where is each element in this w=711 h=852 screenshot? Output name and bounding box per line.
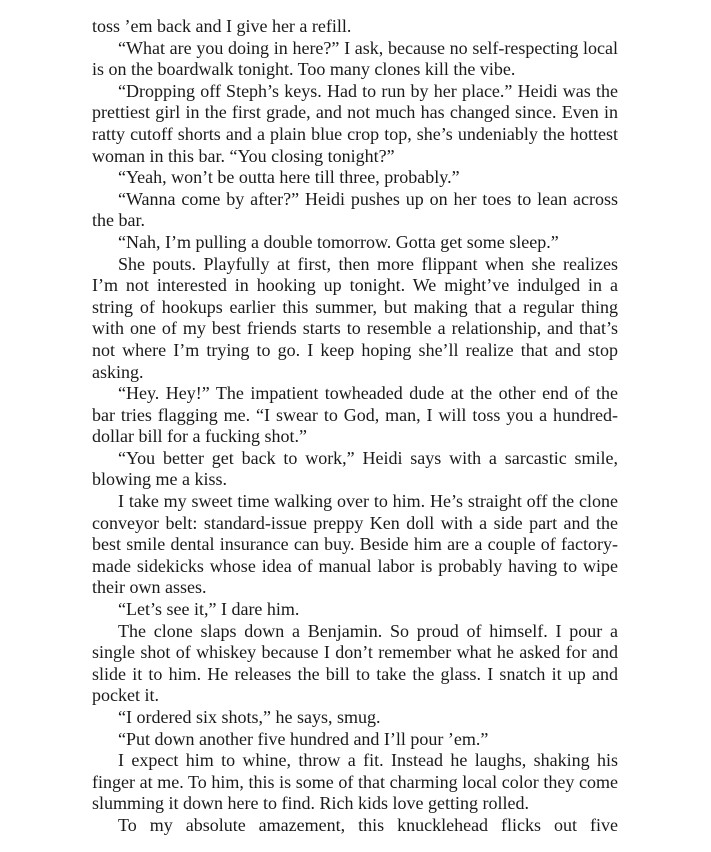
paragraph-dialogue: “Let’s see it,” I dare him. [118,599,300,620]
paragraph-dialogue: “Nah, I’m pulling a double tomorrow. Gotta get some sleep.” [118,231,559,252]
paragraph-narration: She pouts. Playfully at first, then more flippant when she realizes I’m not interested in hooking up tonight. We might’ve indulged in a string of hookups earlier this summer, but making that a regular thing with one of my best friends starts to resemble a relationship, and that’s not where I’m trying to go. I keep hoping she’ll realize that and stop asking. [92,253,618,382]
paragraph-narration: I take my sweet time walking over to him. He’s straight off the clone conveyor belt: standard-issue preppy Ken doll with a side part and the best smile dental insurance can buy. Beside him are a couple of factory-made sidekicks whose idea of manual labor is probably having to wipe their own asses. [92,491,618,598]
paragraph-dialogue: “Hey. Hey!” The impatient towheaded dude at the other end of the bar tries flagging me. “I swear to God, man, I will toss you a hundred-dollar bill for a fucking shot.” [92,383,618,447]
paragraph-narration: I expect him to whine, throw a fit. Instead he laughs, shaking his finger at me. To him, this is some of that charming local color they come slumming it down here to find. Rich kids love getting rolled. [92,750,618,814]
paragraph-narration: The clone slaps down a Benjamin. So proud of himself. I pour a single shot of whiskey because I don’t remember what he asked for and slide it to him. He releases the bill to take the glass. I snatch it up and pocket it. [92,620,618,706]
paragraph-dialogue: “Yeah, won’t be outta here till three, probably.” [118,167,460,188]
paragraph-dialogue: “You better get back to work,” Heidi says with a sarcastic smile, blowing me a kiss. [92,447,618,490]
paragraph-narration-truncated: To my absolute amazement, this knucklehead flicks out five [118,814,618,835]
paragraph-continuation: toss ’em back and I give her a refill. [92,16,352,36]
paragraph-dialogue: “I ordered six shots,” he says, smug. [118,707,381,727]
paragraph-dialogue: “Dropping off Steph’s keys. Had to run by her place.” Heidi was the prettiest girl in the first grade, and not much has changed since. Even in ratty cutoff shorts and a plain blue crop top, she’s undeniably the hottest woman in this bar. “You closing tonight?” [92,80,618,166]
paragraph-dialogue: “Put down another five hundred and I’ll pour ’em.” [118,728,489,749]
paragraph-dialogue: “What are you doing in here?” I ask, because no self-respecting local is on the boardwalk tonight. Too many clones kill the vibe. [92,37,618,80]
paragraph-dialogue: “Wanna come by after?” Heidi pushes up on her toes to lean across the bar. [92,188,618,231]
document-page [92,16,618,837]
